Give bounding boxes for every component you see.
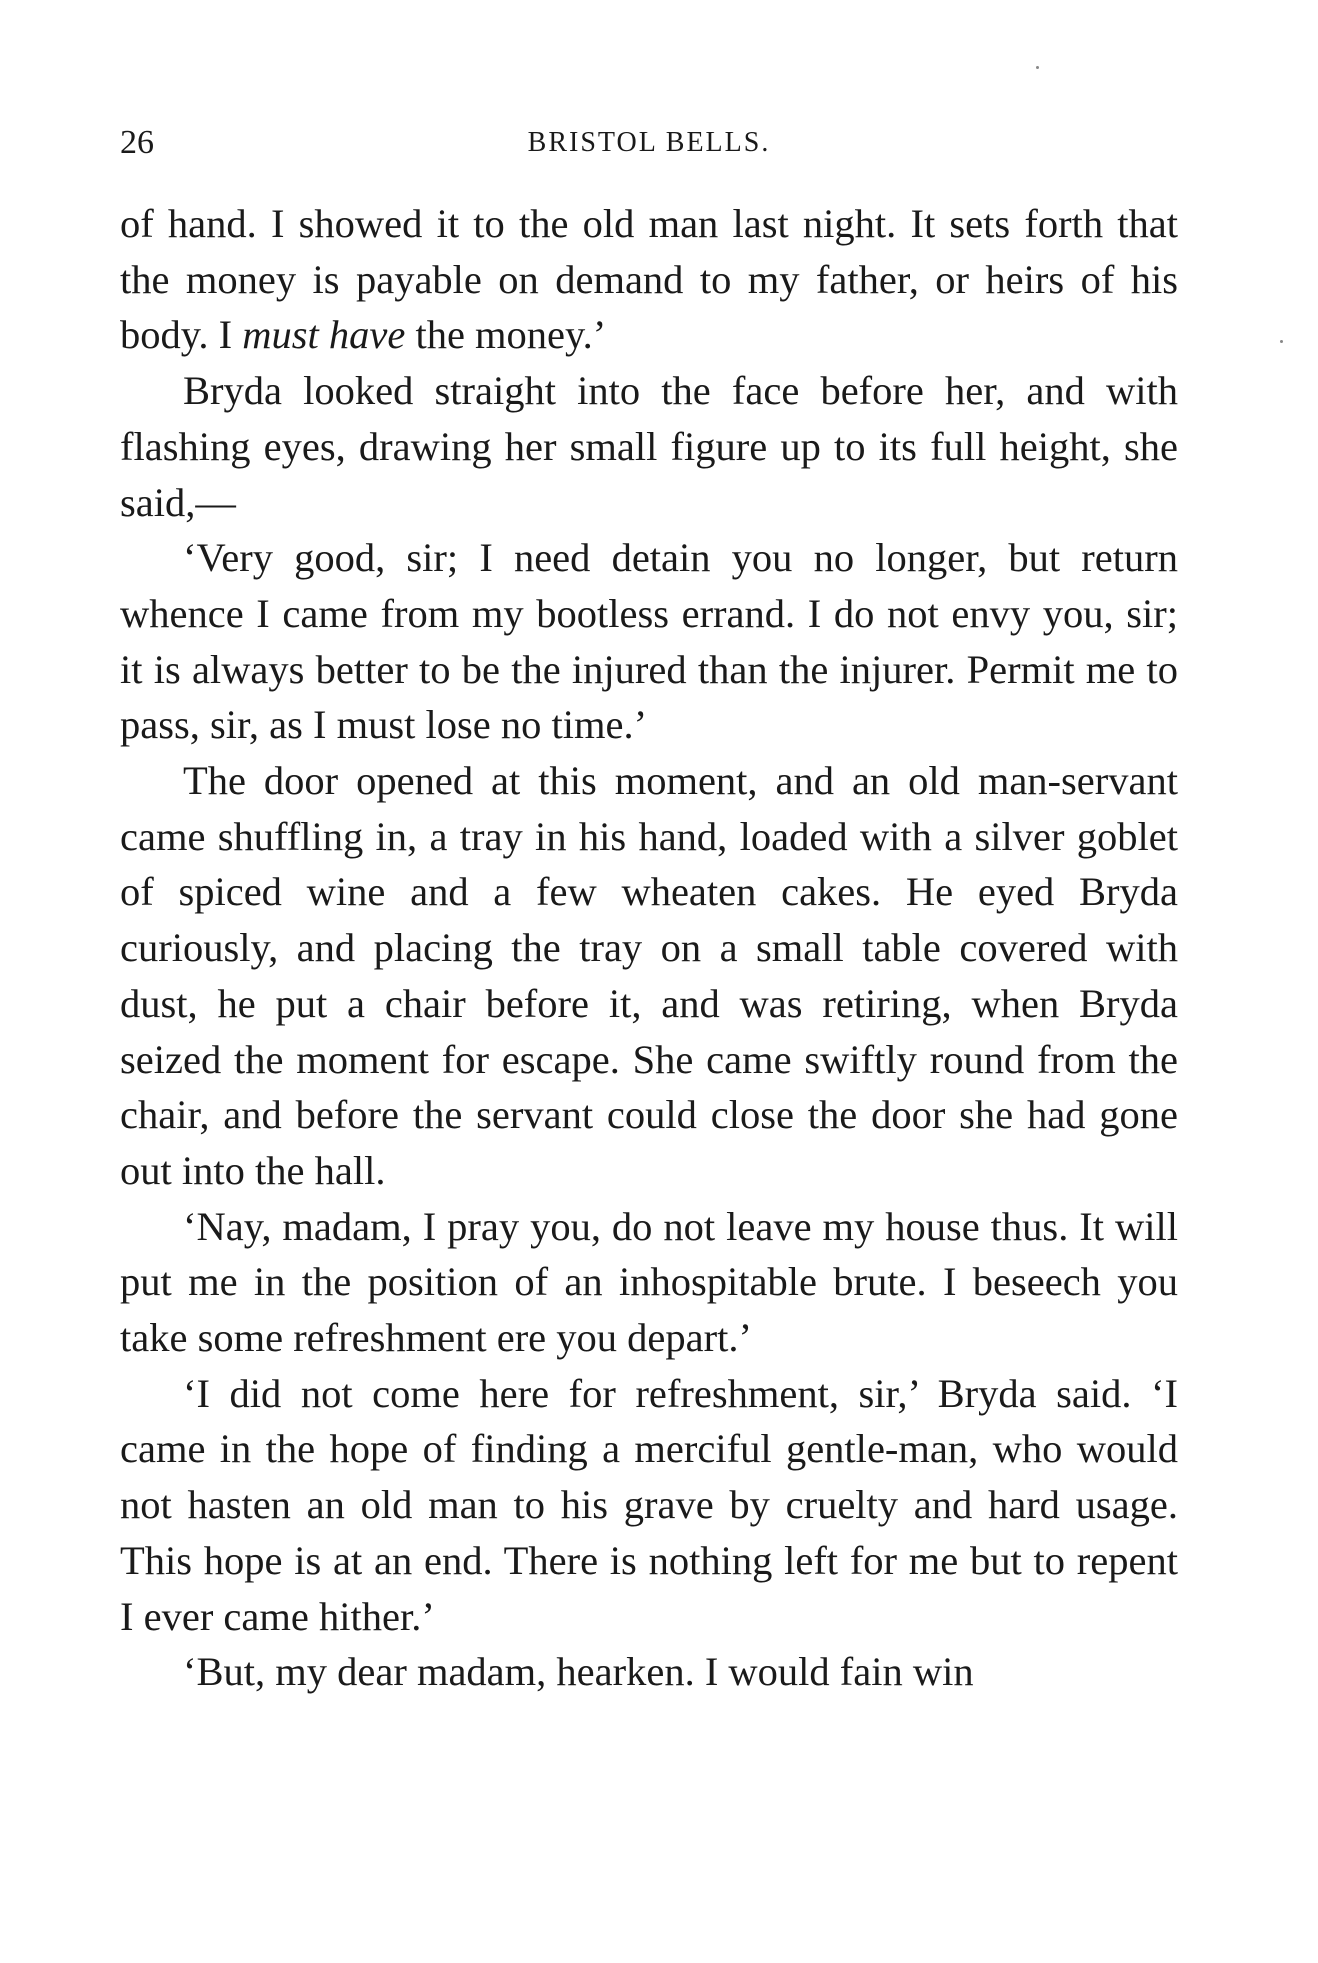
emphasized-text: must have (242, 312, 406, 358)
paragraph-last-line: ‘But, my dear madam, hearken. I would fain win (183, 1649, 974, 1695)
running-title: BRISTOL BELLS. (527, 127, 771, 158)
paragraph-continuation (120, 196, 1178, 363)
paragraph: The door opened at this moment, and an old man-servant came shuffling in, a tray in his hand, loaded with a silver goblet of spiced wine and a few wheaten cakes. He eyed Bryda curiously, and placing the tray on a small table covered with dust, he put a chair before it, and was retiring, when Bryda seized the moment for escape. She came swiftly round from the chair, and before the servant could close the door she had gone out into the hall. (120, 758, 1178, 1193)
paragraph: ‘I did not come here for refreshment, sir,’ Bryda said. ‘I came in the hope of finding a merciful gentle-man, who would not hasten an old man to his grave by cruelty and hard usage. This hope is at an end. There is nothing left for me but to repent I ever came hither.’ (120, 1370, 1178, 1639)
page-number: 26 (120, 124, 154, 161)
paragraph: ‘Very good, sir; I need detain you no longer, but return whence I came from my bootless errand. I do not envy you, sir; it is always better to be the injured than the injurer. Permit me to pass, sir, as I must lose no time.’ (120, 535, 1178, 748)
paragraph: ‘Nay, madam, I pray you, do not leave my house thus. It will put me in the position of an inhospitable brute. I beseech you take some refreshment ere you depart.’ (120, 1203, 1178, 1361)
paragraph-text: the money.’ (405, 312, 607, 358)
paper-speck (1280, 340, 1283, 343)
running-head (120, 118, 1178, 168)
body-text (120, 196, 1178, 1700)
paragraph: Bryda looked straight into the face before her, and with flashing eyes, drawing her small figure up to its full height, she said,— (120, 368, 1178, 525)
paragraph-text: of hand. I showed it to the old man last night. It sets forth that the money is payable on demand to my father, or heirs of his body. I (120, 201, 1178, 358)
paper-speck (1036, 66, 1039, 69)
